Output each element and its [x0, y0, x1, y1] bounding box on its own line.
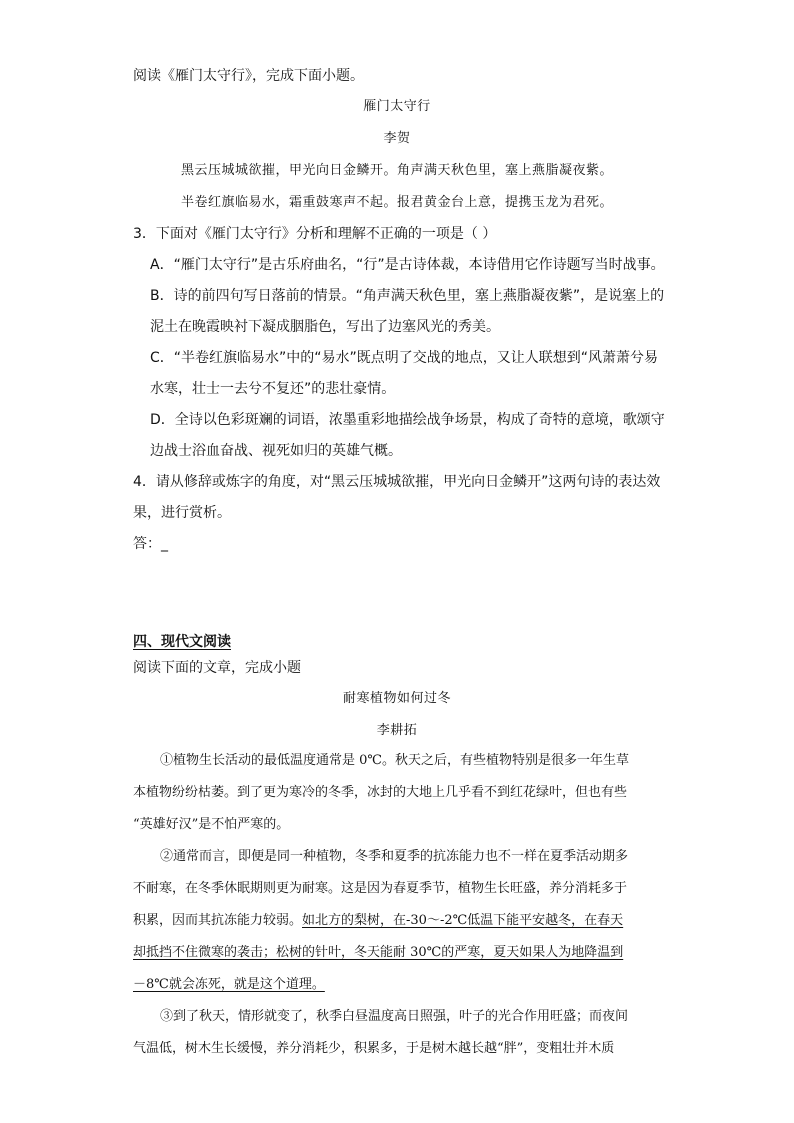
option-b: B．诗的前四句写日落前的情景。“角声满天秋色里，塞上燕脂凝夜紫”，是说塞上的 — [150, 288, 665, 304]
option-c: C．“半卷红旗临易水”中的“易水”既点明了交战的地点，又让人联想到“风萧萧兮易 — [150, 350, 659, 366]
article-title: 耐寒植物如何过冬 — [342, 691, 451, 706]
poem-author: 李贺 — [383, 131, 411, 146]
question-4-stem: 4．请从修辞或炼字的角度，对“黑云压城城欲摧，甲光向日金鳞开”这两句诗的表达效 — [133, 474, 661, 490]
paragraph-line: 不耐寒，在冬季休眠期则更为耐寒。这是因为春夏季节，植物生长旺盛，养分消耗多于 — [133, 881, 628, 896]
underlined-text: 如北方的梨树，在-30～-2℃低温下能平安越冬，在春天 — [302, 913, 624, 928]
section-heading: 四、现代文阅读 — [133, 634, 231, 650]
paragraph-line: 本植物纷纷枯萎。到了更为寒冷的冬季，冰封的大地上几乎看不到红花绿叶，但也有些 — [133, 785, 628, 800]
article-author: 李耕拓 — [376, 723, 418, 738]
option-b-continued: 泥土在晚霞映衬下凝成胭脂色，写出了边塞风光的秀美。 — [150, 319, 500, 335]
option-c-continued: 水寒，壮士一去兮不复还”的悲壮豪情。 — [150, 381, 396, 397]
poem-line: 黑云压城城欲摧，甲光向日金鳞开。角声满天秋色里，塞上燕脂凝夜紫。 — [180, 163, 613, 178]
paragraph-line: ③到了秋天，情形就变了，秋季白昼温度高日照强，叶子的光合作用旺盛；而夜间 — [160, 1009, 629, 1024]
option-d: D．全诗以色彩斑斓的词语，浓墨重彩地描绘战争场景，构成了奇特的意境，歌颂守 — [150, 412, 665, 428]
reading-intro: 阅读《雁门太守行》，完成下面小题。 — [133, 68, 364, 84]
question-3-stem: 3．下面对《雁门太守行》分析和理解不正确的一项是（ ） — [133, 226, 497, 242]
underlined-line: －8℃就会冻死，就是这个道理。 — [133, 977, 325, 992]
paragraph-line: ①植物生长活动的最低温度通常是 0℃。秋天之后，有些植物特别是很多一年生草 — [160, 753, 629, 768]
poem-title: 雁门太守行 — [363, 99, 431, 114]
answer-blank: 答：_ — [133, 536, 168, 552]
option-a: A．“雁门太守行”是古乐府曲名，“行”是古诗体裁，本诗借用它作诗题写当时战事。 — [150, 257, 665, 273]
paragraph-line: 气温低，树木生长缓慢，养分消耗少，积累多，于是树木越长越“胖”，变粗壮并木质 — [133, 1041, 615, 1056]
section-intro: 阅读下面的文章，完成小题 — [133, 660, 301, 676]
paragraph-line: ②通常而言，即便是同一种植物，冬季和夏季的抗冻能力也不一样在夏季活动期多 — [160, 849, 629, 864]
poem-line: 半卷红旗临易水，霜重鼓寒声不起。报君黄金台上意，提携玉龙为君死。 — [180, 195, 613, 210]
option-d-continued: 边战士浴血奋战、视死如归的英雄气概。 — [150, 443, 402, 459]
underlined-line: 却抵挡不住微寒的袭击；松树的针叶，冬天能耐 30℃的严寒，夏天如果人为地降温到 — [133, 945, 624, 960]
paragraph-line: “英雄好汉”是不怕严寒的。 — [133, 817, 290, 832]
paragraph-line — [133, 911, 623, 931]
paragraph-text: 积累，因而其抗冻能力较弱。 — [133, 913, 303, 928]
question-4-stem-continued: 果，进行赏析。 — [133, 505, 231, 521]
